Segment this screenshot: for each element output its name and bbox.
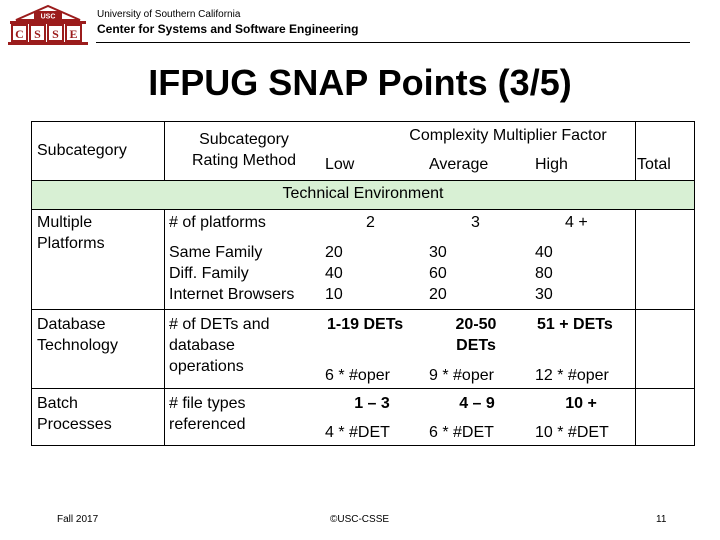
row-multi-average-browsers: 20 bbox=[429, 286, 447, 303]
grid-line bbox=[31, 309, 695, 310]
row-db-method-line3: operations bbox=[169, 358, 244, 375]
row-multi-high-diff: 80 bbox=[535, 265, 553, 282]
grid-line bbox=[31, 388, 695, 389]
svg-text:S: S bbox=[52, 27, 59, 41]
row-batch-method-line1: # file types bbox=[169, 395, 246, 412]
row-multi-low-same: 20 bbox=[325, 244, 343, 261]
row-multi-average: 3 bbox=[471, 214, 480, 231]
grid-line bbox=[164, 209, 165, 446]
footer-date: Fall 2017 bbox=[57, 514, 99, 525]
row-batch-average-formula: 6 * #DET bbox=[429, 424, 494, 441]
row-db-method-line1: # of DETs and bbox=[169, 316, 270, 333]
row-db-average-line2: DETs bbox=[456, 337, 496, 354]
row-db-low-formula: 6 * #oper bbox=[325, 367, 390, 384]
grid-line bbox=[31, 180, 695, 181]
grid-line bbox=[164, 121, 165, 180]
header-low: Low bbox=[325, 156, 355, 173]
row-multi-average-same: 30 bbox=[429, 244, 447, 261]
grid-line bbox=[635, 209, 636, 446]
row-multi-name-line2: Platforms bbox=[37, 235, 105, 252]
row-db-high-formula: 12 * #oper bbox=[535, 367, 609, 384]
row-db-name-line2: Technology bbox=[37, 337, 118, 354]
row-multi-method-browsers: Internet Browsers bbox=[169, 286, 295, 303]
svg-text:E: E bbox=[69, 27, 78, 41]
row-db-average-formula: 9 * #oper bbox=[429, 367, 494, 384]
header-rating-method-line2: Rating Method bbox=[191, 152, 297, 169]
footer-copyright: ©USC-CSSE bbox=[330, 514, 390, 525]
row-multi-high-browsers: 30 bbox=[535, 286, 553, 303]
usc-csse-logo bbox=[6, 4, 90, 48]
row-db-name-line1: Database bbox=[37, 316, 106, 333]
slide-title: IFPUG SNAP Points (3/5) bbox=[148, 62, 572, 103]
row-batch-name-line1: Batch bbox=[37, 395, 78, 412]
header-high: High bbox=[535, 156, 568, 173]
grid-line bbox=[31, 121, 32, 446]
row-db-high: 51 + DETs bbox=[537, 316, 613, 333]
row-multi-method-same: Same Family bbox=[169, 244, 263, 261]
row-multi-low: 2 bbox=[366, 214, 375, 231]
row-batch-high-formula: 10 * #DET bbox=[535, 424, 609, 441]
grid-line bbox=[31, 121, 695, 122]
footer-page-number: 11 bbox=[656, 514, 667, 525]
svg-text:S: S bbox=[34, 27, 41, 41]
header-complexity: Complexity Multiplier Factor bbox=[409, 127, 607, 144]
row-batch-average: 4 – 9 bbox=[459, 395, 495, 412]
row-batch-high: 10 + bbox=[565, 395, 597, 412]
row-db-method-line2: database bbox=[169, 337, 235, 354]
row-multi-method: # of platforms bbox=[169, 214, 266, 231]
row-multi-high-same: 40 bbox=[535, 244, 553, 261]
row-multi-method-diff: Diff. Family bbox=[169, 265, 249, 282]
row-batch-name-line2: Processes bbox=[37, 416, 112, 433]
row-batch-method-line2: referenced bbox=[169, 416, 246, 433]
row-multi-low-browsers: 10 bbox=[325, 286, 343, 303]
row-multi-high: 4 + bbox=[565, 214, 588, 231]
university-name: University of Southern California bbox=[97, 9, 241, 20]
row-multi-low-diff: 40 bbox=[325, 265, 343, 282]
center-name: Center for Systems and Software Engineering bbox=[97, 22, 359, 36]
svg-text:USC: USC bbox=[40, 13, 56, 21]
row-multi-average-diff: 60 bbox=[429, 265, 447, 282]
row-batch-low-formula: 4 * #DET bbox=[325, 424, 390, 441]
row-batch-low: 1 – 3 bbox=[354, 395, 390, 412]
header-subcategory: Subcategory bbox=[37, 142, 127, 159]
row-db-average-line1: 20-50 bbox=[455, 316, 497, 333]
header-rating-method-line1: Subcategory bbox=[199, 131, 289, 148]
snap-table bbox=[31, 121, 695, 446]
header-average: Average bbox=[429, 156, 489, 173]
header-divider bbox=[96, 42, 690, 43]
row-multi-name-line1: Multiple bbox=[37, 214, 93, 231]
grid-line bbox=[31, 209, 695, 210]
grid-line bbox=[31, 445, 695, 446]
row-db-low: 1-19 DETs bbox=[327, 316, 404, 333]
grid-line bbox=[694, 121, 695, 446]
section-technical-environment: Technical Environment bbox=[282, 185, 444, 202]
svg-text:C: C bbox=[15, 27, 24, 41]
header-total: Total bbox=[637, 156, 671, 173]
